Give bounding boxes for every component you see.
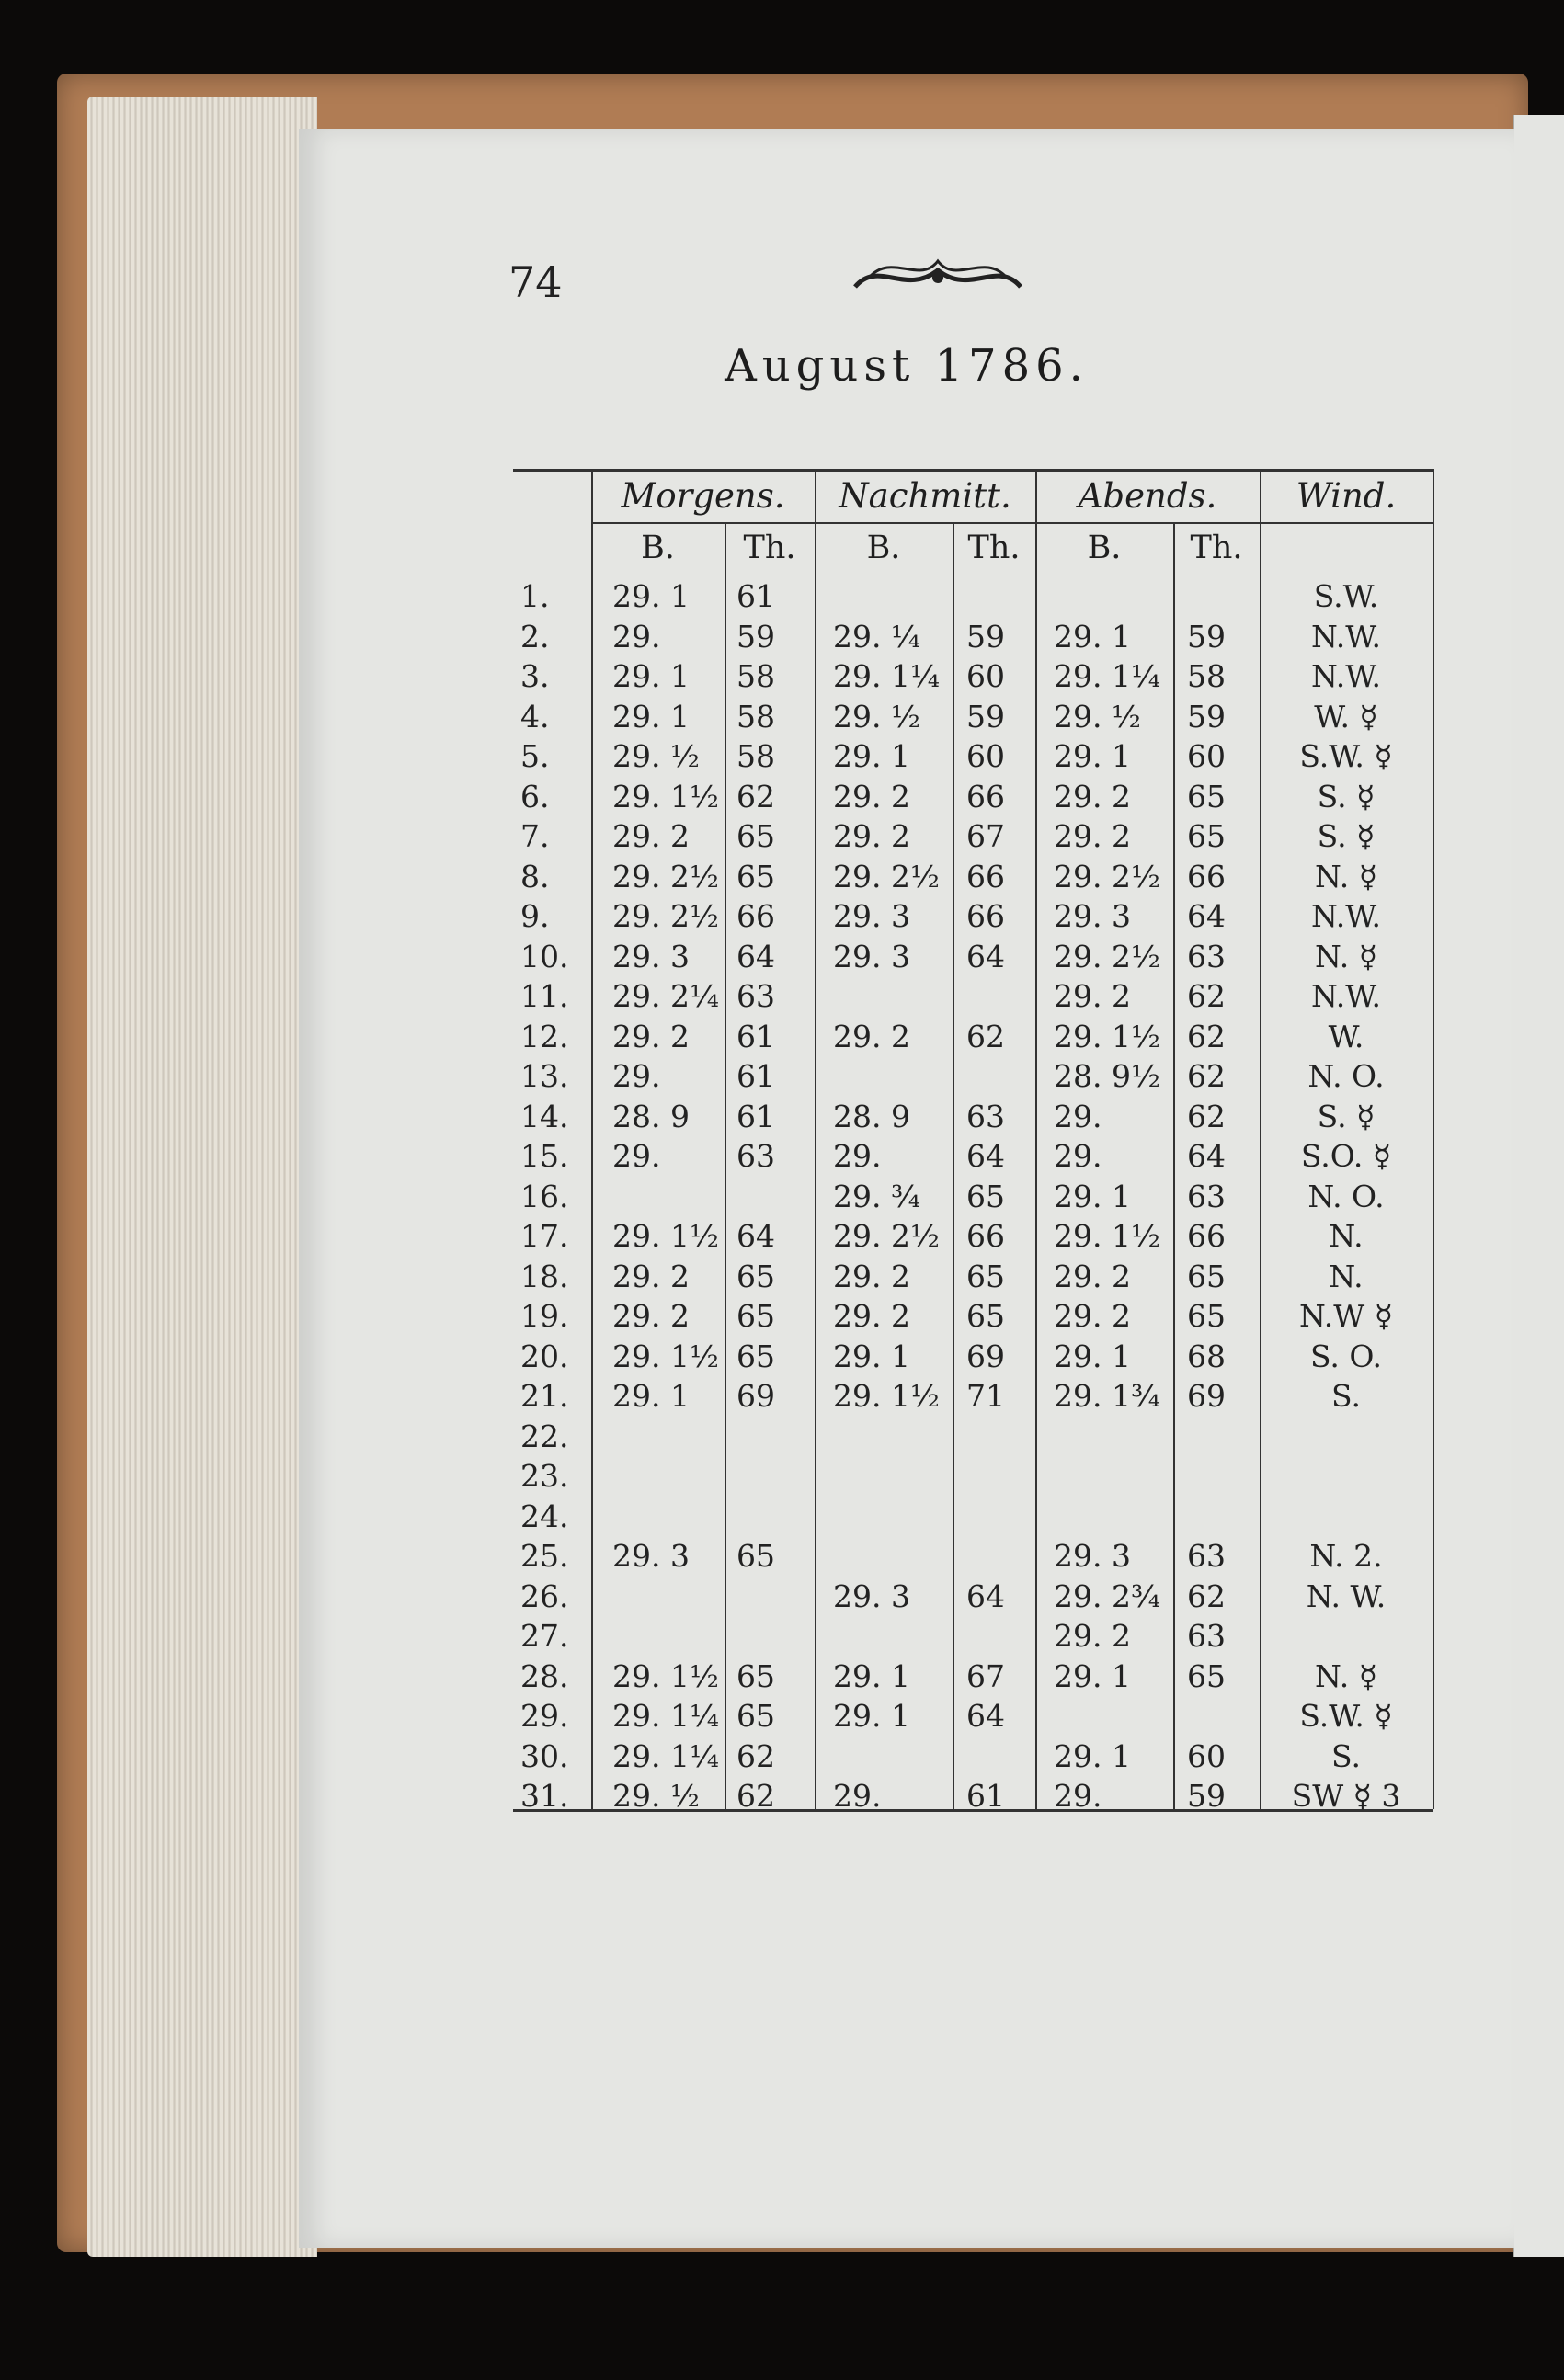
table-row: [513, 1537, 1564, 1576]
table-row: [513, 1777, 1564, 1816]
morgens-barometer: 29. 2: [612, 1018, 690, 1054]
abends-barometer: 29.: [1054, 1778, 1102, 1814]
table-row: [513, 1057, 1564, 1096]
abends-barometer: 29.: [1054, 1138, 1102, 1174]
wind-cell: N. ☿: [1315, 858, 1377, 894]
wind-cell: S. ☿: [1317, 778, 1376, 814]
table-row: [513, 1338, 1564, 1376]
day-cell: 22.: [520, 1418, 569, 1454]
abends-thermometer: 63: [1187, 1618, 1226, 1654]
table-row: [513, 1137, 1564, 1176]
day-cell: 10.: [520, 938, 569, 974]
wind-cell: W.: [1328, 1018, 1364, 1054]
nachmitt-barometer: 29. ¼: [833, 618, 920, 655]
nachmitt-thermometer: 66: [966, 898, 1005, 934]
nachmitt-barometer: 29. ½: [833, 698, 920, 734]
abends-barometer: 29. 1: [1054, 1657, 1131, 1694]
table-row: [513, 1217, 1564, 1256]
abends-thermometer: 64: [1187, 898, 1226, 934]
day-cell: 15.: [520, 1138, 569, 1174]
day-cell: 25.: [520, 1538, 569, 1574]
morgens-barometer: 29. 1¼: [612, 1698, 719, 1734]
abends-barometer: 29. 1: [1054, 1338, 1131, 1374]
day-cell: 6.: [520, 778, 550, 814]
abends-thermometer: 63: [1187, 1538, 1226, 1574]
morgens-barometer: 29.: [612, 618, 661, 655]
table-row: [513, 1297, 1564, 1336]
table-row: [513, 1617, 1564, 1656]
day-cell: 30.: [520, 1737, 569, 1774]
abends-barometer: 28. 9½: [1054, 1058, 1160, 1094]
table-row: [513, 1418, 1564, 1456]
morgens-thermometer: 62: [736, 1737, 775, 1774]
nachmitt-thermometer: 64: [966, 1138, 1005, 1174]
abends-thermometer: 68: [1187, 1338, 1226, 1374]
morgens-thermometer: 61: [736, 1018, 775, 1054]
morgens-thermometer: 62: [736, 1778, 775, 1814]
subheader-morgens-th: Th.: [743, 530, 796, 566]
abends-thermometer: 60: [1187, 1737, 1226, 1774]
wind-cell: S. ☿: [1317, 1098, 1376, 1134]
day-cell: 1.: [520, 578, 550, 614]
table-row: [513, 1497, 1564, 1536]
table-row: [513, 897, 1564, 936]
day-cell: 21.: [520, 1378, 569, 1414]
table-row: [513, 778, 1564, 816]
day-cell: 13.: [520, 1058, 569, 1094]
nachmitt-barometer: 29. 3: [833, 898, 910, 934]
table-row: [513, 1018, 1564, 1056]
nachmitt-thermometer: 65: [966, 1258, 1005, 1294]
wind-cell: N.W.: [1311, 618, 1381, 655]
table-row: [513, 618, 1564, 656]
abends-thermometer: 65: [1187, 1298, 1226, 1334]
morgens-thermometer: 58: [736, 658, 775, 694]
morgens-barometer: 29. 1: [612, 658, 690, 694]
morgens-barometer: 29. 1½: [612, 1218, 719, 1254]
subheader-abends-th: Th.: [1190, 530, 1243, 566]
day-cell: 9.: [520, 898, 550, 934]
abends-barometer: 29. 2½: [1054, 938, 1160, 974]
nachmitt-thermometer: 64: [966, 1577, 1005, 1614]
wind-cell: N. ☿: [1315, 938, 1377, 974]
morgens-thermometer: 63: [736, 978, 775, 1014]
morgens-thermometer: 65: [736, 818, 775, 854]
abends-thermometer: 65: [1187, 778, 1226, 814]
nachmitt-barometer: 29. 2: [833, 1018, 910, 1054]
nachmitt-thermometer: 66: [966, 778, 1005, 814]
table-row: [513, 1457, 1564, 1496]
header-nachmitt: Nachmitt.: [839, 476, 1011, 516]
table-row: [513, 858, 1564, 896]
table-row: [513, 1657, 1564, 1696]
morgens-barometer: 29. 1: [612, 578, 690, 614]
nachmitt-thermometer: 60: [966, 658, 1005, 694]
wind-cell: W. ☿: [1314, 698, 1378, 734]
morgens-thermometer: 65: [736, 1538, 775, 1574]
abends-thermometer: 63: [1187, 1178, 1226, 1214]
table-row: [513, 1178, 1564, 1216]
morgens-thermometer: 69: [736, 1378, 775, 1414]
morgens-barometer: 29. 1½: [612, 778, 719, 814]
day-cell: 12.: [520, 1018, 569, 1054]
abends-barometer: 29. 1: [1054, 618, 1131, 655]
morgens-thermometer: 58: [736, 698, 775, 734]
table-row: [513, 1737, 1564, 1776]
table-row: [513, 698, 1564, 736]
table-row: [513, 938, 1564, 976]
subheader-abends-b: B.: [1087, 530, 1122, 566]
abends-thermometer: 65: [1187, 1657, 1226, 1694]
morgens-thermometer: 64: [736, 938, 775, 974]
abends-barometer: 29.: [1054, 1098, 1102, 1134]
subheader-nachmitt-th: Th.: [967, 530, 1021, 566]
nachmitt-barometer: 29. 1: [833, 1698, 910, 1734]
abends-thermometer: 62: [1187, 978, 1226, 1014]
nachmitt-thermometer: 63: [966, 1098, 1005, 1134]
day-cell: 7.: [520, 818, 550, 854]
morgens-barometer: 29. 2: [612, 1258, 690, 1294]
nachmitt-thermometer: 60: [966, 738, 1005, 774]
abends-thermometer: 62: [1187, 1098, 1226, 1134]
day-cell: 20.: [520, 1338, 569, 1374]
subheader-morgens-b: B.: [641, 530, 675, 566]
abends-thermometer: 66: [1187, 1218, 1226, 1254]
day-cell: 2.: [520, 618, 550, 655]
morgens-thermometer: 63: [736, 1138, 775, 1174]
wind-cell: S. ☿: [1317, 818, 1376, 854]
abends-thermometer: 69: [1187, 1378, 1226, 1414]
nachmitt-barometer: 29. 1½: [833, 1378, 940, 1414]
wind-cell: N. O.: [1307, 1178, 1385, 1214]
wind-cell: N.W.: [1311, 978, 1381, 1014]
nachmitt-thermometer: 66: [966, 858, 1005, 894]
day-cell: 14.: [520, 1098, 569, 1134]
day-cell: 19.: [520, 1298, 569, 1334]
day-cell: 18.: [520, 1258, 569, 1294]
day-cell: 3.: [520, 658, 550, 694]
morgens-barometer: 29. 1: [612, 698, 690, 734]
morgens-barometer: 29. 1: [612, 1378, 690, 1414]
abends-barometer: 29. 2: [1054, 778, 1131, 814]
day-cell: 31.: [520, 1778, 569, 1814]
table-row: [513, 817, 1564, 856]
abends-thermometer: 58: [1187, 658, 1226, 694]
abends-thermometer: 60: [1187, 738, 1226, 774]
morgens-thermometer: 65: [736, 1338, 775, 1374]
nachmitt-thermometer: 59: [966, 698, 1005, 734]
abends-thermometer: 62: [1187, 1018, 1226, 1054]
wind-cell: N. ☿: [1315, 1657, 1377, 1694]
abends-barometer: 29. 1: [1054, 738, 1131, 774]
wind-cell: S.: [1331, 1378, 1361, 1414]
abends-barometer: 29. 1½: [1054, 1018, 1160, 1054]
abends-thermometer: 62: [1187, 1058, 1226, 1094]
abends-barometer: 29. 1: [1054, 1178, 1131, 1214]
morgens-barometer: 29. 1¼: [612, 1737, 719, 1774]
day-cell: 28.: [520, 1657, 569, 1694]
abends-barometer: 29. 2: [1054, 978, 1131, 1014]
nachmitt-barometer: 29. 2: [833, 1258, 910, 1294]
morgens-thermometer: 61: [736, 1098, 775, 1134]
nachmitt-barometer: 29. ¾: [833, 1178, 920, 1214]
abends-thermometer: 62: [1187, 1577, 1226, 1614]
wind-cell: N. 2.: [1309, 1538, 1383, 1574]
abends-barometer: 29. 2: [1054, 1258, 1131, 1294]
wind-cell: N.W.: [1311, 658, 1381, 694]
morgens-barometer: 29. 2: [612, 1298, 690, 1334]
day-cell: 11.: [520, 978, 569, 1014]
morgens-barometer: 29.: [612, 1058, 661, 1094]
day-cell: 27.: [520, 1618, 569, 1654]
wind-cell: N. O.: [1307, 1058, 1385, 1094]
nachmitt-thermometer: 65: [966, 1298, 1005, 1334]
morgens-barometer: 28. 9: [612, 1098, 690, 1134]
nachmitt-thermometer: 67: [966, 818, 1005, 854]
morgens-thermometer: 61: [736, 578, 775, 614]
weather-table: [513, 469, 1564, 1822]
abends-barometer: 29. 2½: [1054, 858, 1160, 894]
page-title: August 1786.: [725, 340, 1089, 392]
nachmitt-barometer: 29. 2: [833, 1298, 910, 1334]
abends-thermometer: 65: [1187, 1258, 1226, 1294]
nachmitt-thermometer: 67: [966, 1657, 1005, 1694]
wind-cell: N. W.: [1306, 1577, 1387, 1614]
day-cell: 26.: [520, 1577, 569, 1614]
wind-cell: N.: [1329, 1258, 1364, 1294]
day-cell: 23.: [520, 1458, 569, 1494]
abends-thermometer: 66: [1187, 858, 1226, 894]
wind-cell: S.O. ☿: [1300, 1138, 1392, 1174]
page-edges: [87, 97, 317, 2257]
page-number: 74: [508, 257, 563, 307]
table-row: [513, 1258, 1564, 1296]
nachmitt-thermometer: 62: [966, 1018, 1005, 1054]
table-row: [513, 657, 1564, 696]
ornament-icon: [850, 250, 1025, 302]
morgens-thermometer: 62: [736, 778, 775, 814]
morgens-barometer: 29. 2¼: [612, 978, 719, 1014]
nachmitt-thermometer: 65: [966, 1178, 1005, 1214]
table-row: [513, 977, 1564, 1016]
day-cell: 17.: [520, 1218, 569, 1254]
abends-thermometer: 63: [1187, 938, 1226, 974]
table-row: [513, 737, 1564, 776]
nachmitt-thermometer: 61: [966, 1778, 1005, 1814]
morgens-thermometer: 65: [736, 858, 775, 894]
abends-thermometer: 59: [1187, 1778, 1226, 1814]
wind-cell: SW ☿ 3: [1291, 1778, 1401, 1814]
abends-barometer: 29. 2¾: [1054, 1577, 1160, 1614]
table-row: [513, 1697, 1564, 1736]
day-cell: 24.: [520, 1497, 569, 1534]
nachmitt-barometer: 29. 3: [833, 938, 910, 974]
morgens-barometer: 29. 1½: [612, 1657, 719, 1694]
nachmitt-barometer: 29.: [833, 1138, 882, 1174]
table-row: [513, 577, 1564, 616]
nachmitt-barometer: 29.: [833, 1778, 882, 1814]
nachmitt-barometer: 29. 2½: [833, 1218, 940, 1254]
nachmitt-barometer: 29. 1¼: [833, 658, 940, 694]
abends-thermometer: 59: [1187, 618, 1226, 655]
wind-cell: N.: [1329, 1218, 1364, 1254]
wind-cell: S. O.: [1309, 1338, 1383, 1374]
nachmitt-thermometer: 64: [966, 938, 1005, 974]
morgens-barometer: 29. 2½: [612, 898, 719, 934]
nachmitt-barometer: 29. 2: [833, 778, 910, 814]
book-page: [299, 129, 1514, 2248]
abends-barometer: 29. 2: [1054, 818, 1131, 854]
day-cell: 29.: [520, 1698, 569, 1734]
abends-barometer: 29. ½: [1054, 698, 1141, 734]
day-cell: 16.: [520, 1178, 569, 1214]
wind-cell: S.W. ☿: [1299, 738, 1393, 774]
header-wind: Wind.: [1296, 476, 1397, 516]
nachmitt-thermometer: 66: [966, 1218, 1005, 1254]
nachmitt-barometer: 29. 2½: [833, 858, 940, 894]
wind-cell: N.W.: [1311, 898, 1381, 934]
nachmitt-barometer: 29. 1: [833, 1657, 910, 1694]
morgens-thermometer: 59: [736, 618, 775, 655]
morgens-barometer: 29. 2: [612, 818, 690, 854]
morgens-barometer: 29. 1½: [612, 1338, 719, 1374]
wind-cell: S.W. ☿: [1299, 1698, 1393, 1734]
abends-barometer: 29. 3: [1054, 1538, 1131, 1574]
wind-cell: S.: [1331, 1737, 1361, 1774]
nachmitt-barometer: 29. 1: [833, 738, 910, 774]
abends-barometer: 29. 2: [1054, 1298, 1131, 1334]
morgens-thermometer: 64: [736, 1218, 775, 1254]
morgens-thermometer: 61: [736, 1058, 775, 1094]
morgens-thermometer: 58: [736, 738, 775, 774]
morgens-thermometer: 65: [736, 1698, 775, 1734]
abends-barometer: 29. 3: [1054, 898, 1131, 934]
table-row: [513, 1377, 1564, 1416]
wind-cell: S.W.: [1313, 578, 1379, 614]
abends-barometer: 29. 1¾: [1054, 1378, 1160, 1414]
day-cell: 8.: [520, 858, 550, 894]
nachmitt-barometer: 29. 2: [833, 818, 910, 854]
morgens-barometer: 29. 3: [612, 938, 690, 974]
morgens-barometer: 29. ½: [612, 738, 700, 774]
morgens-thermometer: 65: [736, 1298, 775, 1334]
abends-barometer: 29. 2: [1054, 1618, 1131, 1654]
wind-cell: N.W ☿: [1299, 1298, 1393, 1334]
morgens-barometer: 29. ½: [612, 1778, 700, 1814]
morgens-barometer: 29. 3: [612, 1538, 690, 1574]
subheader-nachmitt-b: B.: [866, 530, 901, 566]
abends-barometer: 29. 1¼: [1054, 658, 1160, 694]
morgens-barometer: 29. 2½: [612, 858, 719, 894]
header-abends: Abends.: [1078, 476, 1217, 516]
morgens-thermometer: 65: [736, 1258, 775, 1294]
morgens-thermometer: 65: [736, 1657, 775, 1694]
nachmitt-barometer: 29. 1: [833, 1338, 910, 1374]
day-cell: 5.: [520, 738, 550, 774]
abends-thermometer: 64: [1187, 1138, 1226, 1174]
nachmitt-thermometer: 71: [966, 1378, 1005, 1414]
nachmitt-thermometer: 69: [966, 1338, 1005, 1374]
table-row: [513, 1577, 1564, 1616]
table-row: [513, 1098, 1564, 1136]
abends-thermometer: 59: [1187, 698, 1226, 734]
abends-thermometer: 65: [1187, 818, 1226, 854]
nachmitt-barometer: 28. 9: [833, 1098, 910, 1134]
nachmitt-thermometer: 59: [966, 618, 1005, 655]
abends-barometer: 29. 1½: [1054, 1218, 1160, 1254]
nachmitt-thermometer: 64: [966, 1698, 1005, 1734]
morgens-barometer: 29.: [612, 1138, 661, 1174]
abends-barometer: 29. 1: [1054, 1737, 1131, 1774]
day-cell: 4.: [520, 698, 550, 734]
header-morgens: Morgens.: [621, 476, 785, 516]
nachmitt-barometer: 29. 3: [833, 1577, 910, 1614]
morgens-thermometer: 66: [736, 898, 775, 934]
